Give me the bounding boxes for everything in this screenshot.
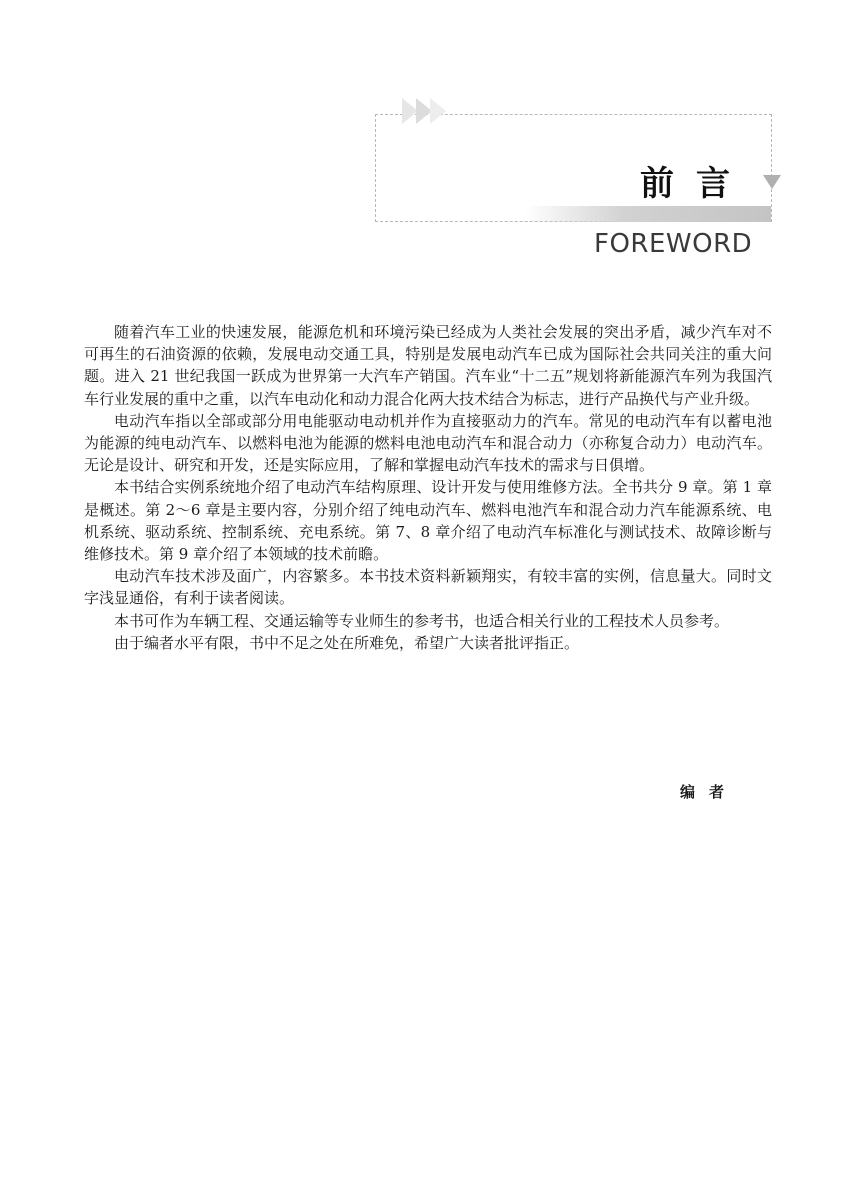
paragraph-2: 电动汽车指以全部或部分用电能驱动电动机并作为直接驱动力的汽车。常见的电动汽车有以蓄电池为能源的纯电动汽车、以燃料电池为能源的燃料电池电动汽车和混合动力（亦称复合动力）电动汽车。无论是设计、研究和开发，还是实际应用，了解和掌握电动汽车技术的需求与日俱增。	[84, 411, 772, 475]
page-subtitle-en: FOREWORD	[594, 229, 753, 259]
paragraph-3: 本书结合实例系统地介绍了电动汽车结构原理、设计开发与使用维修方法。全书共分 9 章。第 1 章是概述。第 2～6 章是主要内容，分别介绍了纯电动汽车、燃料电池汽车和混合动力汽车能源系统、电机系统、驱动系统、控制系统、充电系统。第 7、8 章介绍了电动汽车标准化与测试技术、故障诊断与维修技术。第 9 章介绍了本领域的技术前瞻。	[84, 478, 772, 564]
paragraph-1: 随着汽车工业的快速发展，能源危机和环境污染已经成为人类社会发展的突出矛盾，减少汽车对不可再生的石油资源的依赖，发展电动交通工具，特别是发展电动汽车已成为国际社会共同关注的重大问题。进入 21 世纪我国一跃成为世界第一大汽车产销国。汽车业“十二五”规划将新能源汽车列为我国汽车行业发展的重中之重，以汽车电动化和动力混合化两大技术结合为标志，进行产品换代与产业升级。	[84, 323, 772, 408]
triangle-down-icon	[763, 175, 781, 189]
author-signature: 编者	[680, 783, 739, 801]
page-title: 前言	[640, 164, 752, 204]
double-arrow-right-icon	[402, 98, 444, 124]
paragraph-5: 本书可作为车辆工程、交通运输等专业师生的参考书，也适合相关行业的工程技术人员参考。	[114, 611, 730, 630]
paragraph-6: 由于编者水平有限，书中不足之处在所难免，希望广大读者批评指正。	[114, 633, 580, 652]
foreword-body	[84, 321, 772, 654]
title-shade-bar	[525, 206, 771, 222]
paragraph-4: 电动汽车技术涉及面广，内容繁多。本书技术资料新颖翔实，有较丰富的实例，信息量大。同时文字浅显通俗，有利于读者阅读。	[84, 567, 772, 608]
